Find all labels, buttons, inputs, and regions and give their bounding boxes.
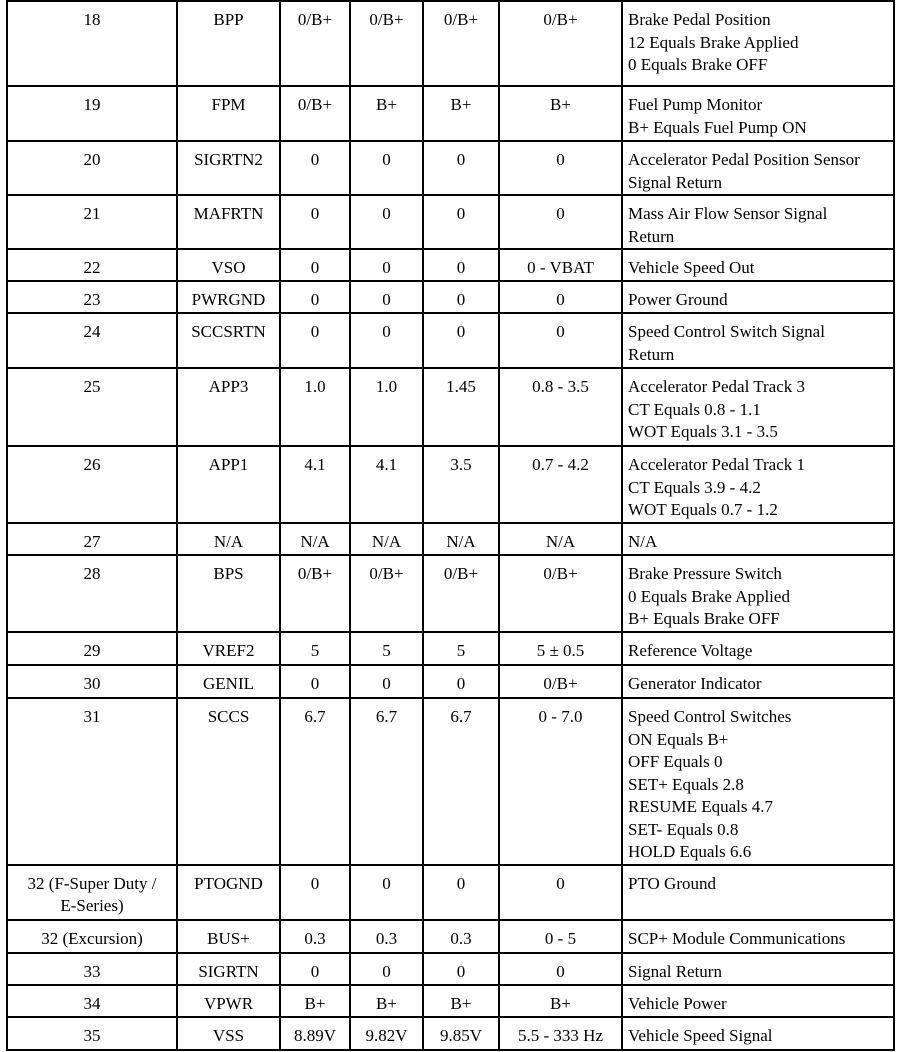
description-cell: [622, 313, 894, 368]
pin-cell: 35: [7, 1017, 177, 1050]
value-cell: 0: [280, 141, 350, 195]
value-cell: 0: [350, 195, 423, 249]
value-cell: 0: [423, 195, 499, 249]
description-line: N/A: [628, 532, 658, 551]
table-row: [7, 249, 894, 281]
description-line: Brake Pedal Position: [628, 10, 771, 29]
description-cell: [622, 665, 894, 698]
value-cell: 0: [423, 865, 499, 920]
table-row: [7, 1017, 894, 1050]
description-cell: [622, 953, 894, 985]
table-row: [7, 1, 894, 86]
description-line: Signal Return: [628, 962, 722, 981]
range-cell: 0: [499, 313, 622, 368]
value-cell: 0: [423, 313, 499, 368]
description-line: Accelerator Pedal Track 3: [628, 377, 806, 396]
pin-cell: 20: [7, 141, 177, 195]
value-cell: 1.45: [423, 368, 499, 446]
description-cell: [622, 249, 894, 281]
pin-cell: 30: [7, 665, 177, 698]
value-cell: 0: [350, 141, 423, 195]
pin-cell: 23: [7, 281, 177, 313]
value-cell: 0: [280, 281, 350, 313]
value-cell: 0.3: [280, 920, 350, 953]
range-cell: 0 - 5: [499, 920, 622, 953]
description-line: Vehicle Power: [628, 994, 727, 1013]
value-cell: 0/B+: [280, 555, 350, 632]
range-cell: 0 - VBAT: [499, 249, 622, 281]
table-row: [7, 698, 894, 865]
signal-cell: VSS: [177, 1017, 280, 1050]
description-line: Mass Air Flow Sensor Signal: [628, 204, 828, 223]
value-cell: 0/B+: [280, 1, 350, 86]
pin-cell: 25: [7, 368, 177, 446]
range-cell: 0/B+: [499, 555, 622, 632]
range-cell: N/A: [499, 523, 622, 555]
description-line: Return: [628, 344, 675, 364]
pin-line: 32 (F-Super Duty /: [27, 874, 157, 893]
description-line: B+ Equals Brake OFF: [628, 609, 780, 628]
description-line: CT Equals 0.8 - 1.1: [628, 399, 761, 419]
description-cell: [622, 632, 894, 665]
description-line: Fuel Pump Monitor: [628, 95, 763, 114]
signal-cell: PTOGND: [177, 865, 280, 920]
range-cell: 0.7 - 4.2: [499, 446, 622, 523]
value-cell: 1.0: [350, 368, 423, 446]
description-line: Generator Indicator: [628, 674, 762, 693]
description-line: Reference Voltage: [628, 641, 753, 660]
value-cell: 0: [280, 313, 350, 368]
table-row: [7, 985, 894, 1017]
table-row: [7, 313, 894, 368]
signal-cell: SCCS: [177, 698, 280, 865]
range-cell: 0/B+: [499, 1, 622, 86]
description-cell: [622, 1017, 894, 1050]
description-cell: [622, 985, 894, 1017]
range-cell: 0.8 - 3.5: [499, 368, 622, 446]
table-row: [7, 523, 894, 555]
table-row: [7, 665, 894, 698]
value-cell: 0: [350, 281, 423, 313]
value-cell: 6.7: [423, 698, 499, 865]
table-row: [7, 281, 894, 313]
signal-cell: VSO: [177, 249, 280, 281]
description-line: 12 Equals Brake Applied: [628, 32, 799, 52]
description-line: Accelerator Pedal Track 1: [628, 455, 806, 474]
value-cell: N/A: [423, 523, 499, 555]
table-row: [7, 141, 894, 195]
pin-cell: 34: [7, 985, 177, 1017]
value-cell: 0: [350, 249, 423, 281]
pin-cell: 29: [7, 632, 177, 665]
table-row: [7, 86, 894, 141]
table-row: [7, 555, 894, 632]
pin-cell: 22: [7, 249, 177, 281]
value-cell: 0: [280, 953, 350, 985]
value-cell: 9.82V: [350, 1017, 423, 1050]
table-row: [7, 953, 894, 985]
range-cell: 5.5 - 333 Hz: [499, 1017, 622, 1050]
value-cell: 5: [350, 632, 423, 665]
range-cell: 0: [499, 195, 622, 249]
signal-cell: BPS: [177, 555, 280, 632]
description-line: Power Ground: [628, 290, 728, 309]
pin-line: E-Series): [60, 896, 124, 915]
signal-cell: FPM: [177, 86, 280, 141]
value-cell: 0/B+: [350, 555, 423, 632]
description-line: Brake Pressure Switch: [628, 564, 782, 583]
range-cell: 0/B+: [499, 665, 622, 698]
value-cell: 9.85V: [423, 1017, 499, 1050]
pin-cell: 27: [7, 523, 177, 555]
description-line: HOLD Equals 6.6: [628, 842, 752, 861]
description-line: SCP+ Module Communications: [628, 929, 846, 948]
value-cell: B+: [280, 985, 350, 1017]
value-cell: 5: [280, 632, 350, 665]
signal-cell: PWRGND: [177, 281, 280, 313]
value-cell: 5: [423, 632, 499, 665]
description-cell: [622, 281, 894, 313]
description-line: CT Equals 3.9 - 4.2: [628, 477, 761, 497]
description-line: WOT Equals 0.7 - 1.2: [628, 500, 778, 519]
value-cell: 0: [423, 281, 499, 313]
range-cell: B+: [499, 985, 622, 1017]
range-cell: B+: [499, 86, 622, 141]
signal-cell: SIGRTN2: [177, 141, 280, 195]
signal-cell: SCCSRTN: [177, 313, 280, 368]
value-cell: 0: [350, 313, 423, 368]
pin-cell: 18: [7, 1, 177, 86]
pin-cell: 21: [7, 195, 177, 249]
description-cell: [622, 555, 894, 632]
description-cell: [622, 141, 894, 195]
value-cell: 0/B+: [423, 555, 499, 632]
signal-cell: SIGRTN: [177, 953, 280, 985]
value-cell: 0: [423, 665, 499, 698]
value-cell: B+: [423, 985, 499, 1017]
description-cell: [622, 446, 894, 523]
pin-cell: 28: [7, 555, 177, 632]
description-cell: [622, 865, 894, 920]
value-cell: 0.3: [423, 920, 499, 953]
value-cell: 0/B+: [280, 86, 350, 141]
value-cell: 4.1: [350, 446, 423, 523]
value-cell: N/A: [350, 523, 423, 555]
value-cell: 6.7: [280, 698, 350, 865]
description-line: Speed Control Switches: [628, 707, 792, 726]
signal-cell: N/A: [177, 523, 280, 555]
value-cell: 0: [280, 865, 350, 920]
value-cell: 0/B+: [350, 1, 423, 86]
description-line: Signal Return: [628, 172, 722, 192]
signal-cell: VREF2: [177, 632, 280, 665]
description-cell: [622, 368, 894, 446]
value-cell: 0: [350, 953, 423, 985]
range-cell: 0: [499, 953, 622, 985]
pin-cell: 33: [7, 953, 177, 985]
pin-voltage-table: [6, 0, 895, 1051]
description-line: RESUME Equals 4.7: [628, 797, 773, 816]
description-line: WOT Equals 3.1 - 3.5: [628, 422, 778, 441]
value-cell: 6.7: [350, 698, 423, 865]
value-cell: 0: [350, 865, 423, 920]
description-line: PTO Ground: [628, 874, 716, 893]
description-cell: [622, 698, 894, 865]
value-cell: B+: [350, 86, 423, 141]
value-cell: 0: [423, 953, 499, 985]
value-cell: B+: [350, 985, 423, 1017]
description-cell: [622, 523, 894, 555]
signal-cell: BPP: [177, 1, 280, 86]
table-row: [7, 368, 894, 446]
table-row: [7, 865, 894, 920]
description-cell: [622, 195, 894, 249]
value-cell: 0: [423, 249, 499, 281]
value-cell: B+: [423, 86, 499, 141]
table-row: [7, 446, 894, 523]
description-line: Vehicle Speed Out: [628, 258, 755, 277]
signal-cell: VPWR: [177, 985, 280, 1017]
signal-cell: MAFRTN: [177, 195, 280, 249]
description-line: SET+ Equals 2.8: [628, 774, 744, 794]
description-line: OFF Equals 0: [628, 752, 723, 771]
range-cell: 0: [499, 281, 622, 313]
range-cell: 5 ± 0.5: [499, 632, 622, 665]
value-cell: 3.5: [423, 446, 499, 523]
value-cell: 0: [280, 249, 350, 281]
value-cell: 0/B+: [423, 1, 499, 86]
pin-cell: 32 (Excursion): [7, 920, 177, 953]
description-line: SET- Equals 0.8: [628, 819, 739, 839]
description-cell: [622, 86, 894, 141]
value-cell: 0: [280, 195, 350, 249]
description-line: 0 Equals Brake OFF: [628, 55, 768, 74]
description-cell: [622, 920, 894, 953]
value-cell: 8.89V: [280, 1017, 350, 1050]
value-cell: 0.3: [350, 920, 423, 953]
description-line: Vehicle Speed Signal: [628, 1026, 773, 1045]
description-line: B+ Equals Fuel Pump ON: [628, 117, 807, 137]
table-row: [7, 632, 894, 665]
range-cell: 0 - 7.0: [499, 698, 622, 865]
signal-cell: GENIL: [177, 665, 280, 698]
value-cell: 4.1: [280, 446, 350, 523]
pin-cell: [7, 865, 177, 920]
value-cell: 1.0: [280, 368, 350, 446]
description-line: Accelerator Pedal Position Sensor: [628, 150, 860, 169]
table-row: [7, 920, 894, 953]
table-row: [7, 195, 894, 249]
pin-cell: 19: [7, 86, 177, 141]
description-cell: [622, 1, 894, 86]
pin-cell: 24: [7, 313, 177, 368]
description-line: ON Equals B+: [628, 729, 729, 749]
description-line: Speed Control Switch Signal: [628, 322, 825, 341]
value-cell: 0: [280, 665, 350, 698]
description-line: Return: [628, 226, 675, 246]
signal-cell: BUS+: [177, 920, 280, 953]
pin-cell: 26: [7, 446, 177, 523]
value-cell: N/A: [280, 523, 350, 555]
signal-cell: APP3: [177, 368, 280, 446]
range-cell: 0: [499, 141, 622, 195]
range-cell: 0: [499, 865, 622, 920]
value-cell: 0: [350, 665, 423, 698]
pin-cell: 31: [7, 698, 177, 865]
description-line: 0 Equals Brake Applied: [628, 586, 790, 606]
value-cell: 0: [423, 141, 499, 195]
signal-cell: APP1: [177, 446, 280, 523]
